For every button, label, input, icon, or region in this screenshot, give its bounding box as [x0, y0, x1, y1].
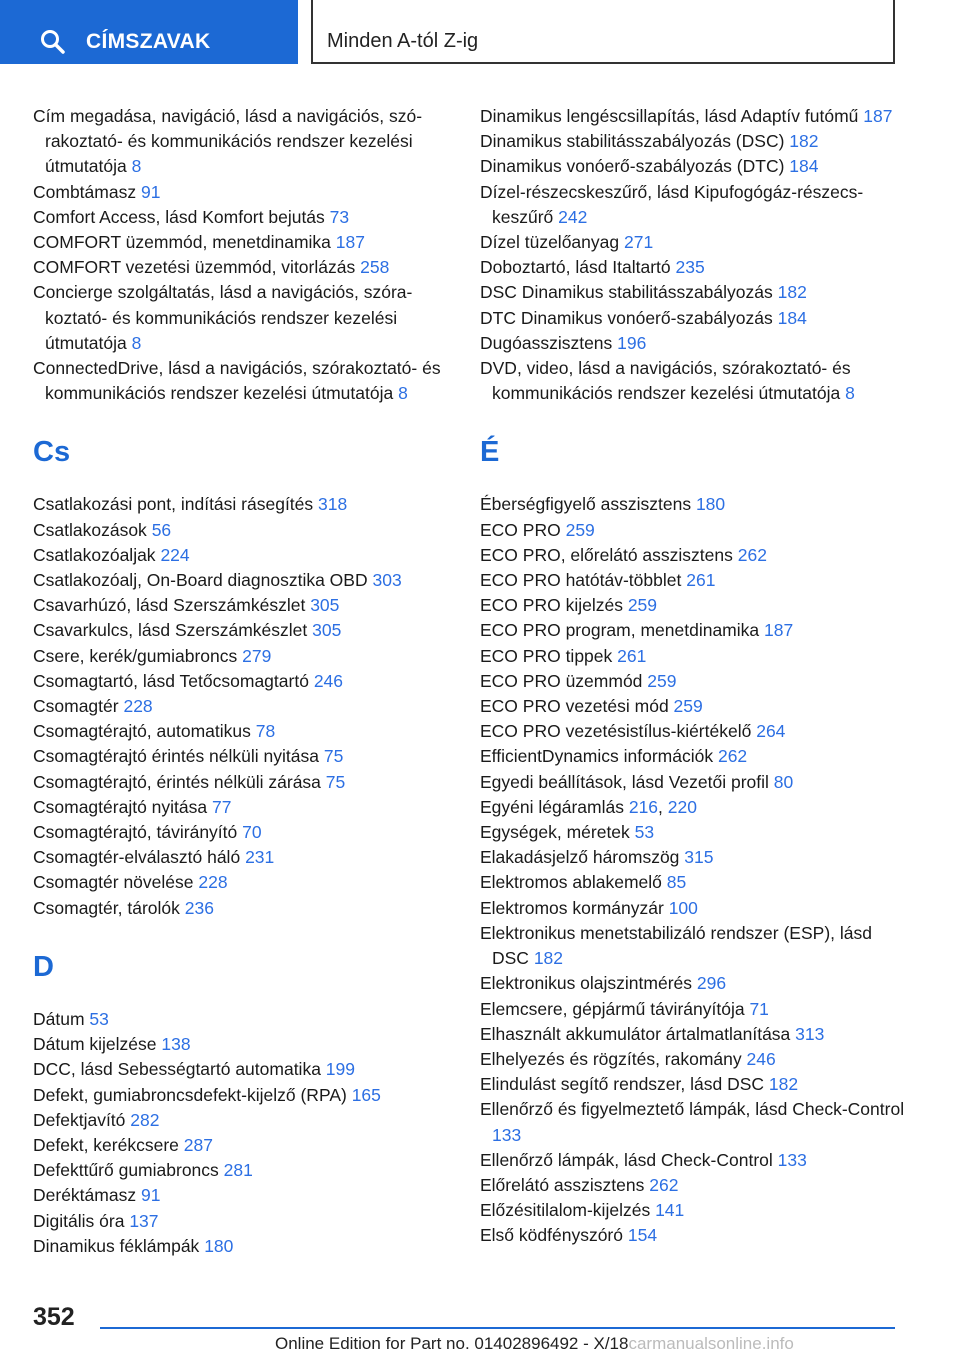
page-reference-link[interactable]: 182: [533, 948, 564, 969]
page-reference-link[interactable]: 216: [628, 796, 659, 817]
page-reference-link[interactable]: 281: [223, 1160, 253, 1181]
page-reference-link[interactable]: 271: [624, 232, 654, 253]
index-entry: [33, 1083, 453, 1108]
page-reference-link[interactable]: 246: [313, 670, 344, 691]
entry-text: Csomagtérajtó, automatikus: [33, 721, 251, 742]
entry-text: Concierge szolgáltatás, lásd a navigációs, szórakoztató- és kommunikációs rendszer kezelési útmutatója: [33, 282, 413, 353]
page-reference-link[interactable]: 141: [655, 1200, 685, 1221]
page-reference-link[interactable]: 262: [649, 1174, 679, 1195]
page-reference-link[interactable]: 75: [325, 771, 346, 792]
index-entry: [33, 1007, 453, 1032]
index-entry: [480, 669, 910, 694]
page-reference-link[interactable]: 196: [617, 332, 647, 353]
entry-text: ECO PRO hatótáv-többlet: [480, 570, 682, 591]
page-reference-link[interactable]: 259: [565, 519, 595, 540]
index-entry: [33, 694, 453, 719]
entry-text: Digitális óra: [33, 1210, 125, 1231]
index-entry: [33, 593, 453, 618]
entry-text: Egyéni légáramlás: [480, 796, 624, 817]
page-reference-link[interactable]: 182: [768, 1074, 799, 1095]
page-reference-link[interactable]: 182: [777, 282, 807, 303]
index-entry: [480, 1097, 910, 1147]
page-reference-link[interactable]: 259: [627, 595, 658, 616]
entry-text: Csomagtér: [33, 696, 119, 717]
section-heading: É: [480, 436, 500, 469]
entry-text: Csomagtér növelése: [33, 872, 194, 893]
index-entry: [480, 694, 910, 719]
entry-text: ECO PRO vezetési mód: [480, 696, 669, 717]
index-entry: [480, 543, 910, 568]
page-reference-link[interactable]: 180: [695, 494, 726, 515]
index-entry: [480, 492, 910, 517]
index-entry: [480, 129, 910, 154]
index-entry: [33, 1158, 453, 1183]
page-reference-link[interactable]: 53: [89, 1008, 109, 1029]
page-reference-link[interactable]: 287: [183, 1134, 213, 1155]
page-reference-link[interactable]: 264: [756, 721, 786, 742]
entry-text: ECO PRO vezetésistílus-kiértékelő: [480, 721, 752, 742]
entry-text: Elakadásjelző háromszög: [480, 847, 680, 868]
index-entry: [480, 1173, 910, 1198]
page-reference-link[interactable]: 187: [335, 232, 365, 253]
entry-text: Defekttűrő gumiabroncs: [33, 1160, 219, 1181]
index-entry: [33, 644, 453, 669]
index-entry: [480, 770, 910, 795]
entry-text: Csavarhúzó, lásd Szerszámkészlet: [33, 595, 306, 616]
page-reference-link[interactable]: 184: [789, 156, 819, 177]
edition-text: Online Edition for Part no. 01402896492 - X/18: [275, 1334, 629, 1353]
index-entry: [480, 845, 910, 870]
page-reference-link[interactable]: 231: [245, 847, 275, 868]
page-reference-link[interactable]: 187: [764, 620, 794, 641]
index-entry: [33, 1133, 453, 1158]
page-reference-link[interactable]: 154: [627, 1225, 658, 1246]
index-entry: [480, 104, 910, 129]
entry-text: Dinamikus stabilitásszabályozás (DSC): [480, 131, 785, 152]
entry-text: Első ködfényszóró: [480, 1225, 623, 1246]
entry-text: Csatlakozóaljak: [33, 544, 156, 565]
index-entry: [33, 1183, 453, 1208]
entry-text: Csatlakozások: [33, 519, 147, 540]
section-heading: D: [33, 950, 54, 983]
index-entry: [480, 280, 910, 305]
index-entry: [480, 306, 910, 331]
entry-text: ECO PRO üzemmód: [480, 670, 643, 691]
entry-text: Elektronikus menetstabilizáló rendszer (ESP), lásd DSC: [480, 922, 872, 969]
page-reference-link[interactable]: 53: [634, 822, 655, 843]
entry-text: Csatlakozási pont, indítási rásegítés: [33, 494, 314, 515]
entry-text: DSC Dinamikus stabilitásszabályozás: [480, 282, 773, 303]
entry-text: Dinamikus vonóerő-szabályozás (DTC): [480, 156, 785, 177]
index-entry: [480, 1198, 910, 1223]
index-entry: [480, 593, 910, 618]
page-reference-link[interactable]: 220: [667, 796, 697, 817]
index-entry: [33, 744, 453, 769]
tab-keywords-label: CÍMSZAVAK: [86, 30, 211, 53]
page-reference-link[interactable]: 8: [845, 383, 855, 404]
index-entry: [33, 820, 453, 845]
index-column-right: [480, 104, 910, 1249]
index-entry: [480, 870, 910, 895]
page-reference-link[interactable]: 91: [140, 1185, 161, 1206]
entry-text: DVD, video, lásd a navigációs, szórakoztató- és kommunikációs rendszer kezelési útmutatója: [480, 358, 851, 404]
index-entry: [480, 1022, 910, 1047]
entry-text: Doboztartó, lásd Italtartó: [480, 257, 671, 278]
page-reference-link[interactable]: 182: [789, 131, 819, 152]
index-entry: [33, 1209, 453, 1234]
entry-text: Comfort Access, lásd Komfort bejutás: [33, 206, 325, 227]
page-reference-link[interactable]: 261: [617, 645, 647, 666]
index-entry: [480, 1148, 910, 1173]
entry-text: ECO PRO, előrelátó asszisztens: [480, 544, 733, 565]
entry-text: Dátum: [33, 1008, 85, 1029]
entry-text: Csomagtérajtó, távirányító: [33, 822, 238, 843]
page-reference-link[interactable]: 318: [318, 494, 348, 515]
page-reference-link[interactable]: 56: [151, 519, 172, 540]
entry-text: Defekt, kerékcsere: [33, 1134, 179, 1155]
page-reference-link[interactable]: 180: [204, 1235, 234, 1256]
page-reference-link[interactable]: 71: [749, 998, 769, 1019]
index-column-left: [33, 104, 453, 1259]
entry-text: Csomagtartó, lásd Tetőcsomagtartó: [33, 670, 309, 691]
index-entry: [480, 644, 910, 669]
page-reference-link[interactable]: 261: [686, 570, 716, 591]
page-reference-link[interactable]: 305: [312, 620, 342, 641]
entry-text: ECO PRO program, menetdinamika: [480, 620, 760, 641]
page-reference-link[interactable]: 305: [310, 595, 340, 616]
entry-text: Elektronikus olajszintmérés: [480, 973, 693, 994]
index-entry: [480, 331, 910, 356]
entry-text: Defektjavító: [33, 1109, 126, 1130]
page-reference-link[interactable]: 8: [398, 383, 408, 404]
index-entry: [33, 845, 453, 870]
page-reference-link[interactable]: 100: [668, 897, 698, 918]
index-entry: [33, 180, 453, 205]
entry-text: Elhelyezés és rögzítés, rakomány: [480, 1048, 742, 1069]
page-reference-link[interactable]: 259: [647, 670, 677, 691]
entry-text: COMFORT üzemmód, menetdinamika: [33, 232, 331, 253]
index-entry: [480, 744, 910, 769]
entry-text: COMFORT vezetési üzemmód, vitorlázás: [33, 257, 356, 278]
page-reference-link[interactable]: 75: [323, 746, 344, 767]
index-entry: [480, 997, 910, 1022]
index-entry: [480, 921, 910, 971]
index-entry: [33, 356, 453, 406]
index-entry: [480, 230, 910, 255]
page-reference-link[interactable]: 78: [255, 721, 276, 742]
page-reference-link[interactable]: 228: [198, 872, 228, 893]
index-entry: [33, 568, 453, 593]
page-reference-link[interactable]: 133: [492, 1124, 522, 1145]
page-reference-link[interactable]: 8: [131, 332, 142, 353]
entry-text: Dugóasszisztens: [480, 332, 613, 353]
entry-text: Csatlakozóalj, On-Board diagnosztika OBD: [33, 570, 368, 591]
index-entry: [33, 205, 453, 230]
index-entry: [480, 896, 910, 921]
index-entry: [33, 1032, 453, 1057]
page-reference-link[interactable]: 187: [863, 106, 893, 126]
index-entry: [480, 618, 910, 643]
page-reference-link[interactable]: 138: [161, 1034, 191, 1055]
index-entry: [480, 1047, 910, 1072]
index-entry: [33, 518, 453, 543]
page-reference-link[interactable]: 184: [777, 307, 807, 328]
page-number: 352: [33, 1303, 75, 1331]
page-reference-link[interactable]: 165: [351, 1084, 381, 1105]
page-reference-link[interactable]: 279: [242, 645, 272, 666]
index-entry: Egyéni légáramlás 216, 220: [480, 796, 697, 817]
watermark: carmanualsonline.info: [628, 1334, 794, 1353]
index-entry: [480, 255, 910, 280]
index-entry: [480, 568, 910, 593]
top-navigation: [0, 0, 960, 66]
entry-text: ECO PRO: [480, 519, 561, 540]
index-entry: [33, 719, 453, 744]
index-entry: [33, 1234, 453, 1259]
page-reference-link[interactable]: 315: [684, 847, 714, 868]
entry-text: Csomagtérajtó, érintés nélküli zárása: [33, 771, 321, 792]
entry-text: Dízel tüzelőanyag: [480, 232, 620, 253]
page-reference-link[interactable]: 258: [360, 257, 390, 278]
index-entry: [480, 820, 910, 845]
index-entry: [33, 230, 453, 255]
entry-text: Csomagtérajtó nyitása: [33, 796, 208, 817]
entry-text: Csere, kerék/gumiabroncs: [33, 645, 238, 666]
page-reference-link[interactable]: 262: [717, 746, 748, 767]
entry-text: ECO PRO tippek: [480, 645, 613, 666]
index-entry: [480, 518, 910, 543]
page-reference-link[interactable]: 303: [372, 570, 402, 591]
page-reference-link[interactable]: 224: [160, 544, 190, 565]
entry-text: Egyedi beállítások, lásd Vezetői profil: [480, 771, 769, 792]
entry-text: Combtámasz: [33, 181, 137, 202]
entry-text: Ellenőrző lámpák, lásd Check-Control: [480, 1149, 773, 1170]
entry-text: Elektromos kormányzár: [480, 897, 664, 918]
entry-text: Dinamikus féklámpák: [33, 1235, 200, 1256]
entry-text: ECO PRO kijelzés: [480, 595, 623, 616]
page-reference-link[interactable]: 91: [140, 181, 161, 202]
footer: [275, 1334, 794, 1354]
index-entry: [33, 770, 453, 795]
index-entry: [33, 669, 453, 694]
page-reference-link[interactable]: 199: [325, 1059, 355, 1080]
entry-text: Defekt, gumiabroncsdefekt-kijelző (RPA): [33, 1084, 347, 1105]
entry-text: Egységek, méretek: [480, 822, 630, 843]
page-reference-link[interactable]: 236: [184, 897, 214, 918]
entry-text: DTC Dinamikus vonóerő-szabályozás: [480, 307, 773, 328]
entry-text: Előrelátó asszisztens: [480, 1174, 645, 1195]
page-reference-link[interactable]: 259: [673, 696, 703, 717]
index-entry: [33, 870, 453, 895]
page-reference-link[interactable]: 137: [129, 1210, 159, 1231]
index-entry: [33, 280, 453, 356]
entry-text: Cím megadása, navigáció, lásd a navigációs, szórakoztató- és kommunikációs rendszer kezelési útmutatója: [33, 106, 423, 177]
entry-text: Elektromos ablakemelő: [480, 872, 662, 893]
entry-text: Deréktámasz: [33, 1185, 137, 1206]
entry-text: Ellenőrző és figyelmeztető lámpák, lásd Check-Control: [480, 1099, 905, 1120]
page-reference-link[interactable]: 85: [666, 872, 687, 893]
entry-text: Előzésitilalom-kijelzés: [480, 1200, 651, 1221]
entry-text: EfficientDynamics információk: [480, 746, 714, 767]
tab-keywords[interactable]: [0, 0, 298, 64]
page-reference-link[interactable]: 133: [777, 1149, 807, 1170]
page-reference-link[interactable]: 262: [737, 544, 767, 565]
page-reference-link[interactable]: 73: [329, 206, 350, 227]
entry-text: Csavarkulcs, lásd Szerszámkészlet: [33, 620, 308, 641]
index-entry: [33, 543, 453, 568]
entry-text: Csomagtér, tárolók: [33, 897, 180, 918]
search-icon: [40, 29, 66, 55]
section-heading: Cs: [33, 436, 71, 469]
page-reference-link[interactable]: 296: [696, 973, 727, 994]
page-reference-link[interactable]: 235: [675, 257, 705, 278]
index-entry: [33, 104, 453, 180]
index-entry: [480, 1072, 910, 1097]
page-reference-link[interactable]: 80: [773, 771, 794, 792]
page-reference-link[interactable]: 242: [558, 206, 588, 227]
index-entry: [480, 971, 910, 996]
footer-rule: [100, 1327, 895, 1329]
entry-text: Elemcsere, gépjármű távirányítója: [480, 998, 745, 1019]
index-entry: [480, 1223, 910, 1248]
index-entry: [480, 356, 910, 406]
page-reference-link[interactable]: 246: [746, 1048, 776, 1069]
entry-text: Dátum kijelzése: [33, 1034, 157, 1055]
page-reference-link[interactable]: 282: [130, 1109, 160, 1130]
index-entry: [480, 154, 910, 179]
page-reference-link[interactable]: 8: [131, 156, 142, 177]
entry-text: Csomagtérajtó érintés nélküli nyitása: [33, 746, 319, 767]
entry-text: Dinamikus lengéscsillapítás, lásd Adaptív futómű: [480, 106, 859, 126]
entry-text: Elindulást segítő rendszer, lásd DSC: [480, 1074, 765, 1095]
entry-text: ConnectedDrive, lásd a navigációs, szórakoztató- és kommunikációs rendszer kezelési útmutatója: [33, 358, 441, 404]
index-entry: [33, 618, 453, 643]
page-reference-link[interactable]: 228: [123, 696, 153, 717]
entry-text: Elhasznált akkumulátor ártalmatlanítása: [480, 1023, 791, 1044]
tab-a-to-z-label: Minden A-tól Z-ig: [327, 30, 479, 52]
index-entry: [33, 896, 453, 921]
entry-text: Dízel-részecskeszűrő, lásd Kipufogógáz-részecskeszűrő: [480, 181, 864, 227]
index-entry: [33, 1108, 453, 1133]
index-entry: [33, 795, 453, 820]
entry-text: Csomagtér-elválasztó háló: [33, 847, 241, 868]
entry-text: DCC, lásd Sebességtartó automatika: [33, 1059, 321, 1080]
page-reference-link[interactable]: 313: [795, 1023, 825, 1044]
index-entry: [33, 492, 453, 517]
index-entry: [480, 719, 910, 744]
entry-text: Éberségfigyelő asszisztens: [480, 494, 692, 515]
index-entry: [480, 180, 910, 230]
page-reference-link[interactable]: 77: [212, 796, 232, 817]
tab-a-to-z[interactable]: [311, 0, 895, 64]
page-reference-link[interactable]: 70: [242, 822, 262, 843]
index-entry: [33, 255, 453, 280]
index-entry: [33, 1057, 453, 1082]
